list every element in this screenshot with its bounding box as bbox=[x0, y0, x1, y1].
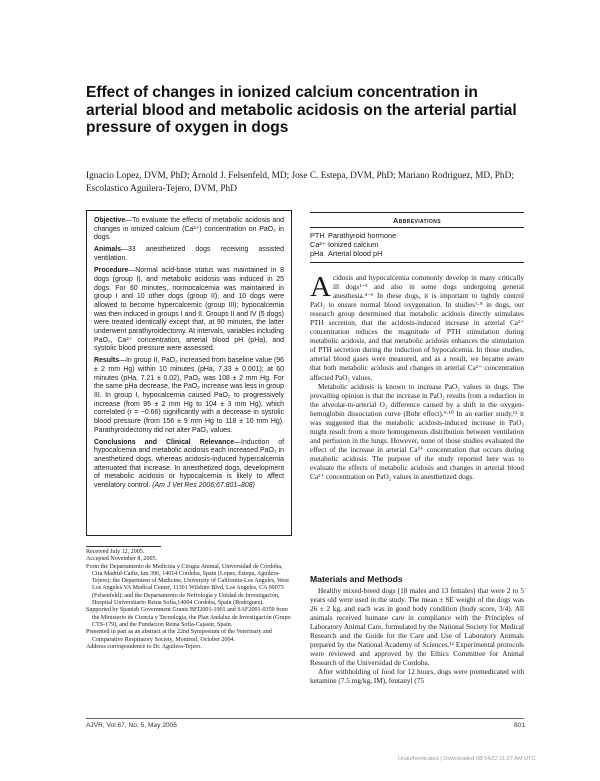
abbreviations-bottom-rule bbox=[310, 262, 524, 263]
animals-text: —33 anesthetized dogs receiving assisted ventilation. bbox=[94, 246, 284, 263]
drop-cap: A bbox=[310, 271, 331, 303]
abbreviation-key: PTH bbox=[310, 231, 325, 240]
footnote-funding: Supported by Spanish Government Grants BFI2001-1901 and SAF2001-0350 from the Ministerio de Ciencia y Tecnologia, the Plan Andaluz de Investigación (Grupo CTS-179), and the Fundacion Reina Sofía-Cajasur, Spain. bbox=[86, 607, 291, 628]
introduction bbox=[310, 271, 524, 482]
abstract-citation: (Am J Vet Res 2006;67:801–808) bbox=[152, 482, 255, 490]
methods-heading: Materials and Methods bbox=[310, 574, 403, 584]
footnote-accepted: Accepted November 8, 2005. bbox=[86, 556, 158, 563]
author-list: Ignacio Lopez, DVM, PhD; Arnold J. Felsenfeld, MD; Jose C. Estepa, DVM, PhD; Mariano Rodriguez, MD, PhD; Escolastico Aguilera-Tejero, DVM, PhD bbox=[86, 171, 514, 194]
abbreviation-key: pHa bbox=[310, 249, 324, 259]
abstract-results bbox=[94, 357, 284, 435]
footnote-received: Received July 12, 2005. bbox=[86, 549, 145, 555]
footnote-correspondence: Address correspondence to Dr. Aguilera-Tejero. bbox=[86, 643, 202, 650]
methods-section bbox=[310, 587, 524, 687]
abbreviation-meaning: Ionized calcium bbox=[328, 240, 379, 250]
abbreviation-row bbox=[310, 249, 524, 258]
abstract-conclusions bbox=[94, 439, 284, 491]
abstract-procedure bbox=[94, 267, 284, 354]
footnote-rule bbox=[86, 546, 161, 547]
objective-label: Objective bbox=[94, 217, 126, 224]
abbreviation-row bbox=[310, 240, 524, 249]
footnote-affiliations: From the Departamento de Medicina y Cirugía Animal, Universidad de Córdoba, Ctra Madrid-Cadiz, km 396, 14014 Cordoba, Spain (Lopez, Estepa, Aguilera-Tejero); the Department of Medicine, University of California-Los Angeles, West Los Angeles VA Medical Center, 11301 Wilshire Blvd, Los Angeles, CA 90073 (Felsenfeld); and the Departamento de Nefrología y Unidad de Investigación, Hospital Universitario Reina Sofía,14004 Cordoba, Spain (Rodriguez). bbox=[86, 563, 289, 607]
intro-paragraph-2: Metabolic acidosis is known to increase PaO₂ values in dogs. The prevailing opinion is that the increase in PaO₂ results from a reduction in the alveolar-to-arterial O₂ difference caused by a shift in the oxygen-hemoglobin dissociation curve (Bohr effect).⁹·¹⁰ In an earlier study,¹¹ it was suggested that the metabolic acidosis-induced increase in PaO₂ might result from a more homogeneous distribution between ventilation and perfusion in the lungs. However, none of those studies evaluated the effect of the increase in arterial Ca²⁺ concentration that occurs during metabolic acidosis. The purpose of the study reported here was to evaluate the effects of metabolic acidosis and changes in arterial blood Ca²⁺ concentration on PaO₂ values in anesthetized dogs. bbox=[310, 382, 524, 482]
abbreviations-heading: Abbreviations bbox=[393, 216, 441, 225]
article-title: Effect of changes in ionized calcium concentration in arterial blood and metabolic acidosis on the arterial partial pressure of oxygen in dogs bbox=[86, 84, 517, 136]
abbreviation-row bbox=[310, 231, 524, 240]
conclusions-label: Conclusions and Clinical Relevance bbox=[94, 438, 235, 446]
abbreviation-key: Ca²⁺ bbox=[310, 240, 326, 250]
download-notice: Unauthenticated | Downloaded 08/14/22 11:07 AM UTC bbox=[398, 756, 536, 762]
conclusions-text: —Induction of hypocalcemia and metabolic acidosis each increased PaO₂ in anesthetized dogs, whereas acidosis-induced hypercalcemia attenuated that increase. In anesthetized dogs, development of metabolic acidosis or hypocalcemia is likely to affect ventilatory control. bbox=[94, 438, 284, 490]
animals-label: Animals bbox=[94, 246, 121, 254]
methods-paragraph-1: Healthy mixed-breed dogs (18 males and 13 females) that were 2 to 5 years old were used in the study. The mean ± SE weight of the dogs was 26 ± 2 kg, and each was in good body condition (body score, 3/4). All animals received humane care in compliance with the Principles of Laboratory Animal Care, formulated by the National Society for Medical Research and the Guide for the Care and Use of Laboratory Animals prepared by the National Academy of Sciences.¹² Experimental protocols were reviewed and approved by the Ethics Committee for Animal Research of the Universidad de Cordoba. bbox=[310, 587, 524, 668]
intro-paragraph-1 bbox=[310, 271, 524, 383]
objective-text: —To evaluate the effects of metabolic acidosis and changes in ionized calcium (Ca²⁺) concentration on PaO₂ in dogs. bbox=[94, 217, 284, 242]
results-label: Results bbox=[94, 357, 120, 365]
abbreviation-meaning: Parathyroid hormone bbox=[328, 231, 397, 240]
abbreviations-box bbox=[310, 212, 524, 263]
footnotes bbox=[86, 549, 292, 651]
abstract-animals bbox=[94, 246, 284, 263]
procedure-text: —Normal acid-base status was maintained in 8 dogs (group I), and metabolic acidosis was induced in 25 dogs. For 60 minutes, normocalcemia was maintained in group I and 10 other dogs (group II), and 10 dogs were allowed to become hypercalcemic (group III); hypocalcemia was then induced in groups I and II. Groups II and IV (5 dogs) were treated identically except that, at 90 minutes, the latter underwent parathyroidectomy. At intervals, variables including PaO₂, Ca²⁺ concentration, arterial blood pH (pHa), and systolic blood pressure were assessed. bbox=[94, 267, 284, 353]
results-text: —In group II, PaO₂ increased from baseline value (96 ± 2 mm Hg) within 10 minutes (pHa, 7.33 ± 0.001); at 60 minutes (pHa, 7.21 ± 0.02), PaO₂ was 108 ± 2 mm Hg. For the same pHa decrease, the PaO₂ increase was less in group III. In group I, hypocalcemia caused PaO₂ to progressively increase (from 95 ± 2 mm Hg to 104 ± 3 mm Hg), which correlated (r = −0.66) significantly with a decrease in systolic blood pressure (from 156 ± 9 mm Hg to 118 ± 10 mm Hg). Parathyroidectomy did not alter PaO₂ values. bbox=[94, 357, 284, 434]
procedure-label: Procedure bbox=[94, 267, 129, 275]
abbreviations-mid-rule bbox=[310, 227, 524, 228]
intro-text-1: cidosis and hypocalcemia commonly develop in many critically ill dogs¹⁻³ and also in some dogs undergoing general anesthesia.⁴⁻⁶ In these dogs, it is important to tightly control PaO₂ to ensure normal blood oxygenation. In studies⁷·⁸ in dogs, our research group determined that metabolic acidosis directly stimulates PTH secretion, that the acidosis-induced increase in arterial Ca²⁺ concentration reduces the magnitude of PTH stimulation during metabolic acidosis, and that metabolic acidosis enhances the stimulation of PTH secretion during the induction of hypocalcemia. In those studies, arterial blood gases were measured, and as a result, we became aware that both metabolic acidosis and changes in arterial Ca²⁺ concentration affected PaO₂ values. bbox=[310, 274, 524, 382]
footnote-presented: Presented in part as an abstract at the 22nd Symposium of the Veterinary and Comparative Respiratory Society, Montreal, October 2004. bbox=[86, 629, 272, 643]
abbreviation-meaning: Arterial blood pH bbox=[328, 249, 383, 259]
footer-rule bbox=[86, 718, 524, 719]
methods-paragraph-2: After withholding of food for 12 hours, dogs were premedicated with ketamine (7.5 mg/kg, IM), fentanyl (75 bbox=[310, 668, 524, 686]
journal-footer: AJVR, Vol 67, No. 5, May 2006 bbox=[86, 722, 177, 729]
abstract-objective bbox=[94, 217, 284, 243]
page-number: 801 bbox=[514, 722, 526, 729]
abstract-box bbox=[86, 210, 292, 536]
